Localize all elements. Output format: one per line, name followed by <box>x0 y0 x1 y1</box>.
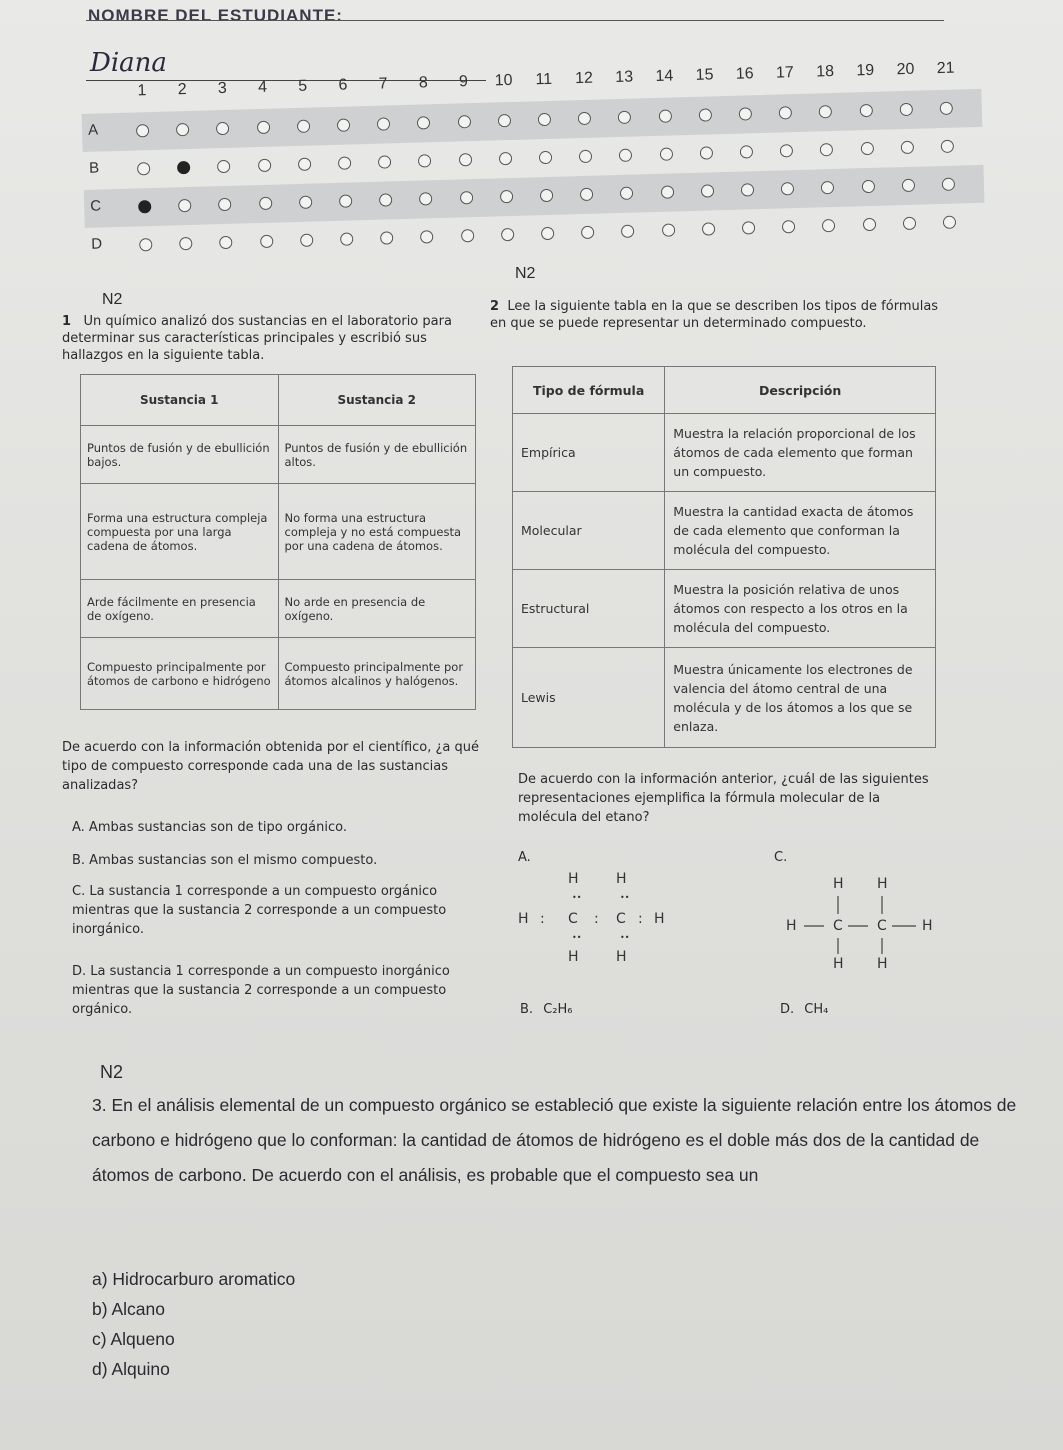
q2-option-b-label: B. <box>520 1002 534 1017</box>
answer-bubble[interactable] <box>860 142 873 155</box>
row-label: D <box>91 235 103 253</box>
answer-bubble[interactable] <box>299 196 312 209</box>
answer-bubble[interactable] <box>256 121 269 134</box>
column-number: 5 <box>298 77 308 95</box>
q2-option-c-label[interactable]: C. <box>774 850 788 865</box>
electron-pair: •• <box>572 933 582 942</box>
atom-h: H <box>877 956 888 972</box>
level-tag-q3: N2 <box>100 1062 124 1082</box>
answer-bubble[interactable] <box>700 146 713 159</box>
q1-stem <box>62 313 487 364</box>
table-cell: Forma una estructura compleja compuesta por una larga cadena de átomos. <box>81 484 279 580</box>
q1-option-b[interactable]: B. Ambas sustancias son el mismo compuesto. <box>72 853 378 868</box>
level-tag-q2: N2 <box>515 265 536 282</box>
column-number: 6 <box>338 76 348 94</box>
atom-h: H <box>877 876 888 892</box>
column-number: 17 <box>775 64 795 82</box>
atom-c: C <box>568 911 578 927</box>
answer-bubble[interactable] <box>900 141 913 154</box>
table-cell: Muestra la cantidad exacta de átomos de cada elemento que conforman la molécula del compuesto. <box>665 492 936 570</box>
table-cell: Puntos de fusión y de ebullición bajos. <box>81 426 279 484</box>
electron-pair: •• <box>620 893 630 902</box>
table-cell: Molecular <box>513 492 665 570</box>
table-cell: Compuesto principalmente por átomos de carbono e hidrógeno <box>81 638 279 710</box>
answer-bubble[interactable] <box>298 158 311 171</box>
answer-bubble[interactable] <box>702 222 715 235</box>
column-number: 15 <box>695 66 714 84</box>
q1-option-a[interactable]: A. Ambas sustancias son de tipo orgánico. <box>72 820 347 835</box>
answer-bubble[interactable] <box>177 161 190 174</box>
table-cell: No arde en presencia de oxígeno. <box>278 580 476 638</box>
column-number: 14 <box>655 67 674 85</box>
answer-bubble[interactable] <box>380 231 393 244</box>
table-cell: Empírica <box>513 414 665 492</box>
table-header: Sustancia 1 <box>81 375 279 426</box>
answer-bubble[interactable] <box>740 145 753 158</box>
table-cell: Estructural <box>513 570 665 648</box>
answer-bubble[interactable] <box>899 103 912 116</box>
answer-bubble[interactable] <box>822 219 835 232</box>
column-number: 7 <box>378 75 388 93</box>
answer-bubble[interactable] <box>780 144 793 157</box>
atom-h: H <box>518 911 529 927</box>
answer-bubble[interactable] <box>820 143 833 156</box>
q2-option-d-label: D. <box>780 1002 795 1017</box>
answer-bubble[interactable] <box>378 155 391 168</box>
answer-bubble[interactable] <box>659 147 672 160</box>
answer-bubble[interactable] <box>259 197 272 210</box>
column-number: 10 <box>494 71 513 90</box>
q3-number: 3. <box>92 1095 107 1115</box>
answer-bubble[interactable] <box>701 184 714 197</box>
q3-stem-text: En el análisis elemental de un compuesto orgánico se estableció que existe la siguiente relación entre los átomos de carbono e hidrógeno que lo conforman: la cantidad de átomos de hidrógeno es el doble más dos de la cantidad de átomos de carbono. De acuerdo con el análisis, es probable que el compuesto sea un <box>92 1095 1017 1185</box>
table-cell: No forma una estructura compleja y no está compuesta por una cadena de átomos. <box>278 484 476 580</box>
atom-h: H <box>786 918 797 934</box>
table-cell: Lewis <box>513 648 665 748</box>
answer-bubble[interactable] <box>658 110 671 123</box>
answer-grid <box>80 31 986 266</box>
answer-bubble[interactable] <box>861 180 874 193</box>
row-label: A <box>87 121 99 139</box>
atom-c: C <box>616 911 626 927</box>
q2-question: De acuerdo con la información anterior, ¿cuál de las siguientes representaciones ejemplifica la fórmula molecular de la molécula del etano? <box>518 772 929 825</box>
q1-number: 1 <box>62 314 72 329</box>
column-number: 18 <box>815 62 835 81</box>
column-number: 11 <box>535 70 553 89</box>
atom-h: H <box>616 871 627 887</box>
answer-bubble[interactable] <box>862 218 875 231</box>
table-cell: Arde fácilmente en presencia de oxígeno. <box>81 580 279 638</box>
q2-option-d-formula: CH₄ <box>804 1002 829 1017</box>
answer-bubble[interactable] <box>541 227 554 240</box>
answer-bubble[interactable] <box>217 160 230 173</box>
q2-stem <box>490 298 940 332</box>
answer-bubble[interactable] <box>581 226 594 239</box>
table-header: Tipo de fórmula <box>513 367 665 414</box>
q2-option-a-lewis-structure[interactable] <box>510 865 680 975</box>
column-number: 12 <box>574 69 594 88</box>
atom-c: C <box>877 918 887 934</box>
table-cell: Puntos de fusión y de ebullición altos. <box>278 426 476 484</box>
electron-pair: •• <box>620 933 630 942</box>
atom-h: H <box>833 956 844 972</box>
answer-bubble[interactable] <box>300 234 313 247</box>
answer-bubble[interactable] <box>498 114 511 127</box>
q2-option-b[interactable] <box>520 1000 572 1019</box>
answer-bubble[interactable] <box>539 151 552 164</box>
column-number: 1 <box>137 82 147 100</box>
answer-bubble[interactable] <box>420 230 433 243</box>
answer-bubble[interactable] <box>859 104 872 117</box>
atom-h: H <box>616 949 627 965</box>
answer-bubble[interactable] <box>458 153 471 166</box>
student-name: Diana <box>90 48 167 78</box>
q2-number: 2 <box>490 299 500 314</box>
q2-option-d[interactable] <box>780 1000 828 1019</box>
answer-bubble[interactable] <box>941 140 954 153</box>
answer-bubble[interactable] <box>499 152 512 165</box>
q1-substance-table <box>80 374 476 710</box>
column-number: 20 <box>896 60 915 79</box>
answer-bubble[interactable] <box>297 120 310 133</box>
grid-row-shading <box>84 165 985 228</box>
column-number: 13 <box>615 68 634 87</box>
q1-question: De acuerdo con la información obtenida por el científico, ¿a qué tipo de compuesto corresponde cada una de las sustancias analizadas? <box>62 740 480 793</box>
row-label: B <box>88 159 100 177</box>
q1-option-c[interactable]: C. La sustancia 1 corresponde a un compuesto orgánico mientras que la sustancia 2 corresponde a un compuesto inorgánico. <box>72 884 447 937</box>
q2-option-b-formula: C₂H₆ <box>543 1002 573 1017</box>
answer-bubble[interactable] <box>258 159 271 172</box>
column-number: 4 <box>257 78 268 97</box>
row-label: C <box>89 197 102 215</box>
answer-bubble[interactable] <box>619 149 632 162</box>
answer-bubble[interactable] <box>219 236 232 249</box>
name-line <box>86 20 944 21</box>
table-cell: Muestra la relación proporcional de los átomos de cada elemento que forman un compuesto. <box>665 414 936 492</box>
q3-option-c[interactable]: c) Alqueno <box>92 1329 175 1349</box>
q1-stem-text: Un químico analizó dos sustancias en el laboratorio para determinar sus características principales y escribió sus hallazgos en la siguiente tabla. <box>62 314 452 363</box>
answer-bubble[interactable] <box>943 216 956 229</box>
answer-bubble[interactable] <box>418 154 431 167</box>
electron-pair: : <box>638 911 643 927</box>
column-number: 8 <box>418 74 428 92</box>
answer-bubble[interactable] <box>179 237 192 250</box>
student-name-label: NOMBRE DEL ESTUDIANTE: <box>88 6 343 25</box>
answer-bubble[interactable] <box>338 156 351 169</box>
answer-bubble[interactable] <box>699 108 712 121</box>
table-cell: Compuesto principalmente por átomos alcalinos y halógenos. <box>278 638 476 710</box>
answer-bubble[interactable] <box>501 228 514 241</box>
answer-bubble[interactable] <box>662 223 675 236</box>
column-number: 2 <box>177 81 187 99</box>
answer-bubble[interactable] <box>902 179 915 192</box>
table-header: Descripción <box>665 367 936 414</box>
table-header: Sustancia 2 <box>278 375 476 426</box>
column-number: 16 <box>735 65 754 83</box>
atom-c: C <box>833 918 843 934</box>
answer-bubble[interactable] <box>457 115 470 128</box>
q3-option-a[interactable]: a) Hidrocarburo aromatico <box>92 1269 296 1289</box>
q1-option-d[interactable]: D. La sustancia 1 corresponde a un compuesto inorgánico mientras que la sustancia 2 corresponde a un compuesto orgánico. <box>72 964 450 1017</box>
electron-pair: : <box>540 911 545 927</box>
electron-pair: : <box>594 911 599 927</box>
answer-bubble[interactable] <box>782 220 795 233</box>
q3-stem <box>92 1088 1027 1193</box>
atom-h: H <box>568 949 579 965</box>
answer-bubble[interactable] <box>500 190 513 203</box>
table-cell: Muestra únicamente los electrones de valencia del átomo central de una molécula y de los átomos a los que se enlaza. <box>665 648 936 748</box>
answer-bubble[interactable] <box>260 235 273 248</box>
column-number: 21 <box>936 59 955 78</box>
column-number: 3 <box>217 79 228 98</box>
electron-pair: •• <box>572 893 582 902</box>
answer-bubble[interactable] <box>139 238 152 251</box>
q3-option-d[interactable]: d) Alquino <box>92 1359 170 1379</box>
answer-bubble[interactable] <box>460 191 473 204</box>
answer-bubble[interactable] <box>621 225 634 238</box>
q3-option-b[interactable]: b) Alcano <box>92 1299 165 1319</box>
q2-formula-table <box>512 366 936 748</box>
answer-bubble[interactable] <box>340 232 353 245</box>
bond-lines <box>780 870 940 980</box>
answer-bubble[interactable] <box>461 229 474 242</box>
q2-option-c-structural-formula[interactable] <box>780 870 940 980</box>
column-number: 19 <box>856 61 875 80</box>
answer-bubble[interactable] <box>903 217 916 230</box>
q2-stem-text: Lee la siguiente tabla en la que se describen los tipos de fórmulas en que se puede representar un determinado compuesto. <box>490 299 939 331</box>
atom-h: H <box>922 918 933 934</box>
answer-bubble[interactable] <box>742 221 755 234</box>
answer-bubble[interactable] <box>137 162 150 175</box>
answer-bubble[interactable] <box>579 150 592 163</box>
answer-bubble[interactable] <box>660 185 673 198</box>
grid-row-shading <box>82 89 983 152</box>
atom-h: H <box>833 876 844 892</box>
column-number: 9 <box>458 73 469 91</box>
level-tag-q1: N2 <box>102 291 123 308</box>
atom-h: H <box>654 911 665 927</box>
table-cell: Muestra la posición relativa de unos átomos con respecto a los otros en la molécula del compuesto. <box>665 570 936 648</box>
atom-h: H <box>568 871 579 887</box>
q2-option-a-label[interactable]: A. <box>518 850 531 865</box>
